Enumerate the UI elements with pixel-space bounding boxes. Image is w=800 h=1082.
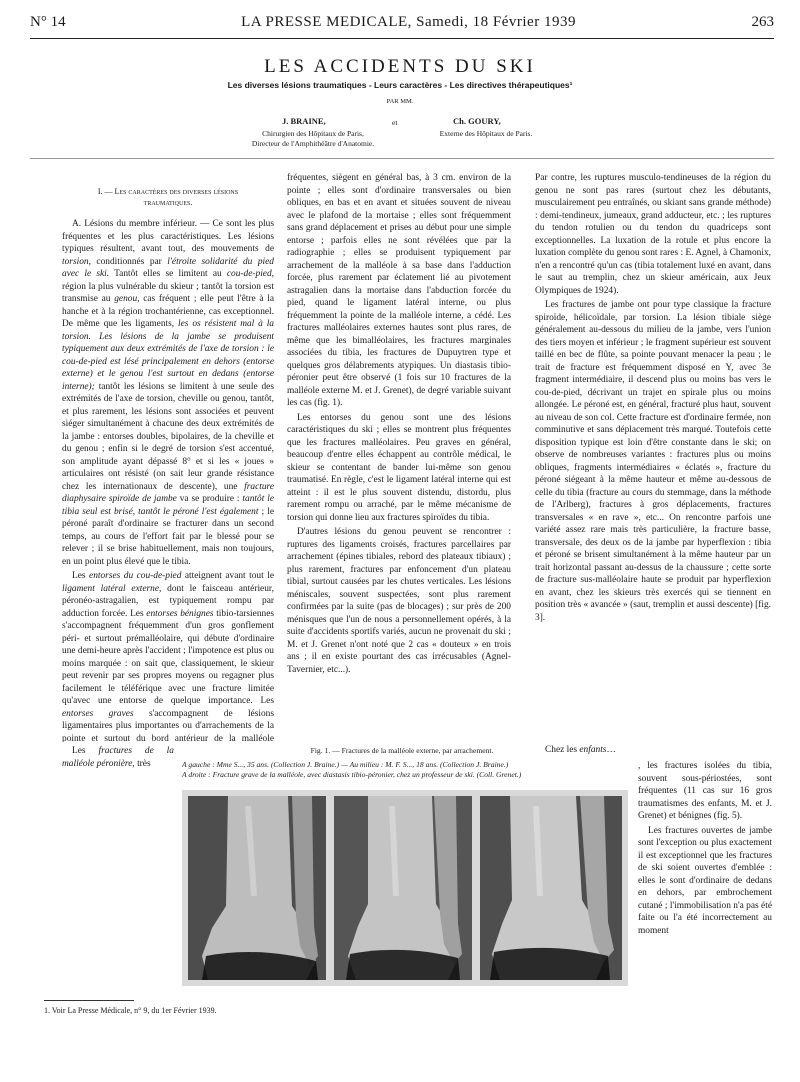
radiograph-left: [188, 796, 326, 980]
column-3-continuation: [638, 760, 772, 988]
author-braine: J. BRAINE,: [282, 116, 326, 126]
paragraph: A. Lésions du membre inférieur. — Ce sont les plus fréquentes et les plus caractéristiques. Les lésions typiques résultent, avant tout, des mouvements de torsion, conditionnés par l'étroite solidarité du pied avec le ski. Tantôt elles se limitent au cou-de-pied, région la plus vulnérable du skieur ; tantôt la torsion est transmise au genou, cas fréquent ; elle peut l'être à la hanche et à la région trochantérienne, cas exceptionnel. De même que les ligaments, les os résistent mal à la torsion. Les lésions de la jambe se produisent typiquement aux deux extrémités de l'axe de torsion : le cou-de-pied est lésé principalement en dehors (entorse externe) et le genou l'est surtout en dedans (entorse interne); tantôt les lésions se limitent à une seule des extrémités de l'axe de torsion, cheville ou genou, tantôt, et plus rarement, les lésions sont associées et peuvent siéger simultanément à chacune des deux extrémités de la jambe : entorses doubles, bipolaires, de la cheville et du genou ; enfin si le degré de torsion s'est accentué, son amplitude ayant dépassé 8° et si les « joues » articulaires ont résisté (on sait leur grande résistance chez les internationaux de descente), une fracture diaphysaire spiroïde de jambe va se produire : tantôt le tibia seul est brisé, tantôt le péroné l'est également ; le péroné paraît d'ordinaire se fracturer dans un second temps, au cours de l'effort fait par le blessé pour se relever ; il se brise habituellement, mais non toujours, en un point plus élevé que le tibia.: [62, 219, 274, 567]
paragraph: Les entorses du cou-de-pied atteignent avant tout le ligament latéral externe, dont le faisceau antérieur, péronéo-astragalien, est typiquement rompu par adduction forcée. Les entorses bénignes tibio-tarsiennes s'accompagnent fréquemment d'un gros gonflement péri- et surtout prémalléolaire, qui débute d'ordinaire une demi-heure après l'accident ; l'impotence est plus ou moins marquée : on sait que, classiquement, le skieur peut revenir par ses propres moyens ou regagner plus facilement le téléférique avec une fracture limitée qu'avec une entorse de quelque importance. Les entorses graves s'accompagnent de lésions ligamentaires plus importantes ou d'arrachements de la pointe et surtout du bord antérieur de la malléole: [62, 571, 274, 742]
affiliation-braine-line2: Directeur de l'Amphithéâtre d'Anatomie.: [251, 139, 375, 148]
footnote: 1. Voir La Presse Médicale, n° 9, du 1er Février 1939.: [44, 1006, 217, 1015]
header-rule: [30, 38, 774, 39]
paragraph: Les fractures de jambe ont pour type classique la fracture spiroïde, hélicoïdale, par torsion. La lésion tibiale siège généralement au-dessous du milieu de la jambe, vers l'union des tiers moyen et inférieur ; le fragment supérieur est souvent taillé en bec de flûte, sa pointe pouvant menacer la peau ; le trait de fracture est fréquemment disposé en Y, avec 3e fragment intermédiaire, il descend plus ou moins bas vers le cou-de-pied, décrivant un trajet en spirale plus ou moins allongée. Le péroné est, en général, fracturé plus haut, souvent au niveau de son col. Cette fracture est d'ordinaire fermée, non comminutive et sans déplacement très marqué. Toutefois cette disposition typique est loin d'être constante dans le ski; on observe de nombreuses variantes : fractures plus ou moins obliques, fragments intermédiaires « éclatés », fracture du péroné siégeant à la même hauteur et même au-dessous de celle du tibia (fracture au cours du stemmage, dans la méthode de l'Arlberg), fractures à gros déplacements, fractures transversales « en rave », etc... On rencontre parfois une variété assez rare mais très particulière, la fracture basse, transversale, des deux os de la jambe par hyperflexion : tibia et péroné se brisent simultanément à la même hauteur par un trait horizontal passant au-dessus de la chaussure ; cette sorte de fracture sus-malléolaire haute se produit par hyperflexion en avant, chez les skieurs très exercés qui se tiennent en position très « avancée » (saut, tremplin et aussi descente) [fig. 3].: [535, 300, 771, 623]
journal-name: LA PRESSE MEDICALE,: [241, 14, 412, 30]
section-heading-line1: I. — Les caractères des diverses lésions: [97, 187, 239, 196]
paragraph: D'autres lésions du genou peuvent se rencontrer : ruptures des ligaments croisés, fractures parcellaires par arrachement (épines tibiales, rebord des plateaux tibiaux) ; plus rarement, fractures par enfoncement d'un plateau tibial, surtout causées par les chutes verticales. Les lésions méniscales, souvent suspectées, sont plus rarement confirmées par la suite (pas de blocages) ; sur près de 200 ménisques que l'un de nous a personnellement opérés, à la suite d'accidents sportifs variés, aucun ne provenait du ski ; M. et J. Grenet n'ont noté que 2 cas « douteux » en trois ans ; il en existe pourtant des cas irrécusables (Agnel-Tavernier, etc...).: [287, 527, 511, 675]
running-header: [30, 14, 774, 34]
paragraph: Les fractures ouvertes de jambe sont l'exception ou plus exactement il est exceptionnel que les fractures de ski soient ouvertes d'emblée : elles le sont d'ordinaire de dedans en dehors, par embrochement cutané ; l'immobilisation n'a pas été faite ou l'a été incorrectement au moment: [638, 825, 772, 936]
paragraph: Par contre, les ruptures musculo-tendineuses de la région du genou ne sont pas rares (surtout chez les débutants, musculairement peu entraînés, ou skiant sans grande méthode) : demi-tendineux, jumeaux, grand adducteur, etc. ; les ruptures du tendon rotulien ou du tendon du quadriceps sont exceptionnelles. La luxation de la rotule et plus encore la luxation complète du genou sont rares : E. Agnel, à Chamonix, n'en a rencontré qu'un cas (tibia totalement luxé en avant, dans le saut au tremplin, chez un skieur américain, aux Jeux Olympiques de 1924).: [535, 173, 771, 296]
paragraph: Les fractures de la malléole péronière, très: [62, 746, 174, 769]
section-heading-line2: traumatiques.: [143, 198, 193, 207]
by-line: PAR MM.: [386, 98, 414, 105]
paragraph: , les fractures isolées du tibia, souvent sous-périostées, sont fréquentes (11 cas sur 16 gros traumatismes des enfants, M. et J. Grenet) et bénignes (fig. 5).: [638, 761, 772, 821]
paragraph: Les entorses du genou sont une des lésions caractéristiques du ski ; elles se montrent plus fréquentes que les fractures malléolaires. Peu graves en général, beaucoup d'entre elles échappent au contrôle médical, le skieur se contentant de bander lui-même son genou traumatisé. En règle, c'est le ligament latéral interne qui est atteint : il est le plus souvent distendu, distordu, plus rarement rompu ou arraché, par le même mécanisme de torsion qui donne lieu aux fractures spiroïdes du tibia.: [287, 412, 511, 523]
figure-caption-line1: A gauche : Mme S..., 35 ans. (Collection J. Braine.) — Au milieu : M. F. S..., 18 ans. (Collection J. Braine.): [182, 760, 509, 769]
affiliation-braine-line1: Chirurgien des Hôpitaux de Paris,: [262, 129, 364, 138]
footnote-rule: [44, 1000, 134, 1001]
radiograph-middle: [334, 796, 472, 980]
column-1: [62, 182, 274, 742]
column-3: [535, 172, 771, 742]
figure-caption: [182, 746, 622, 780]
article-title: LES ACCIDENTS DU SKI: [264, 56, 536, 77]
radiograph-right: [480, 796, 622, 980]
paragraph: Chez les enfants…: [545, 745, 616, 755]
column-1-continuation: [62, 745, 174, 985]
figure-caption-line2: A droite : Fracture grave de la malléole, avec diastasis tibio-péronier, chez un professeur de ski. (Coll. Grenet.): [182, 770, 522, 779]
article-subtitle: Les diverses lésions traumatiques - Leurs caractères - Les directives thérapeutiques¹: [227, 80, 573, 90]
figure-title: Fig. 1. — Fractures de la malléole externe, par arrachement.: [310, 746, 494, 755]
page-number: 263: [751, 14, 774, 30]
section-heading: [62, 186, 274, 208]
issue-number: N° 14: [30, 14, 66, 30]
figure-radiographs: [182, 790, 628, 986]
paragraph: fréquentes, siègent en général bas, à 3 cm. environ de la pointe ; elles sont d'ordinaire transversales ou bien obliques, en bas et en avant et situées souvent de niveau avec le plafond de la mortaise ; elles sont fréquemment sans grand déplacement et prises au début pour une simple entorse ; parfois elles ne sont révélées que par la radiographie ; elles se produisent typiquement par arrachement de la malléole à sa base dans l'adduction forcée, plus rarement par éclatement lié au pivotement astragalien dans la mortaise dans l'abduction forcée du pied, quand le ligament latéral interne, ou plus fréquemment la pointe de la malléole interne, a cédé. Les fractures malléolaires externes hautes sont plus rares, de même que les bimalléolaires, les fractures marginales associées du tibia, les fractures de Dupuytren type et quelques gros délabrements atypiques. Un diastasis tibio-péronier peut être observé (1 fois sur 10 fractures de la malléole externe M. et J. Grenet), de degré variable suivant les cas (fig. 1).: [287, 173, 511, 408]
affiliation-goury: Externe des Hôpitaux de Paris.: [439, 129, 533, 138]
author-goury: Ch. GOURY,: [453, 116, 501, 126]
issue-date: Samedi, 18 Février 1939: [416, 14, 576, 30]
column-2: [287, 172, 511, 742]
journal-date: [241, 14, 576, 31]
title-rule: [30, 158, 774, 159]
affiliation-braine: [228, 129, 398, 149]
author-conjunction: et: [392, 118, 398, 127]
